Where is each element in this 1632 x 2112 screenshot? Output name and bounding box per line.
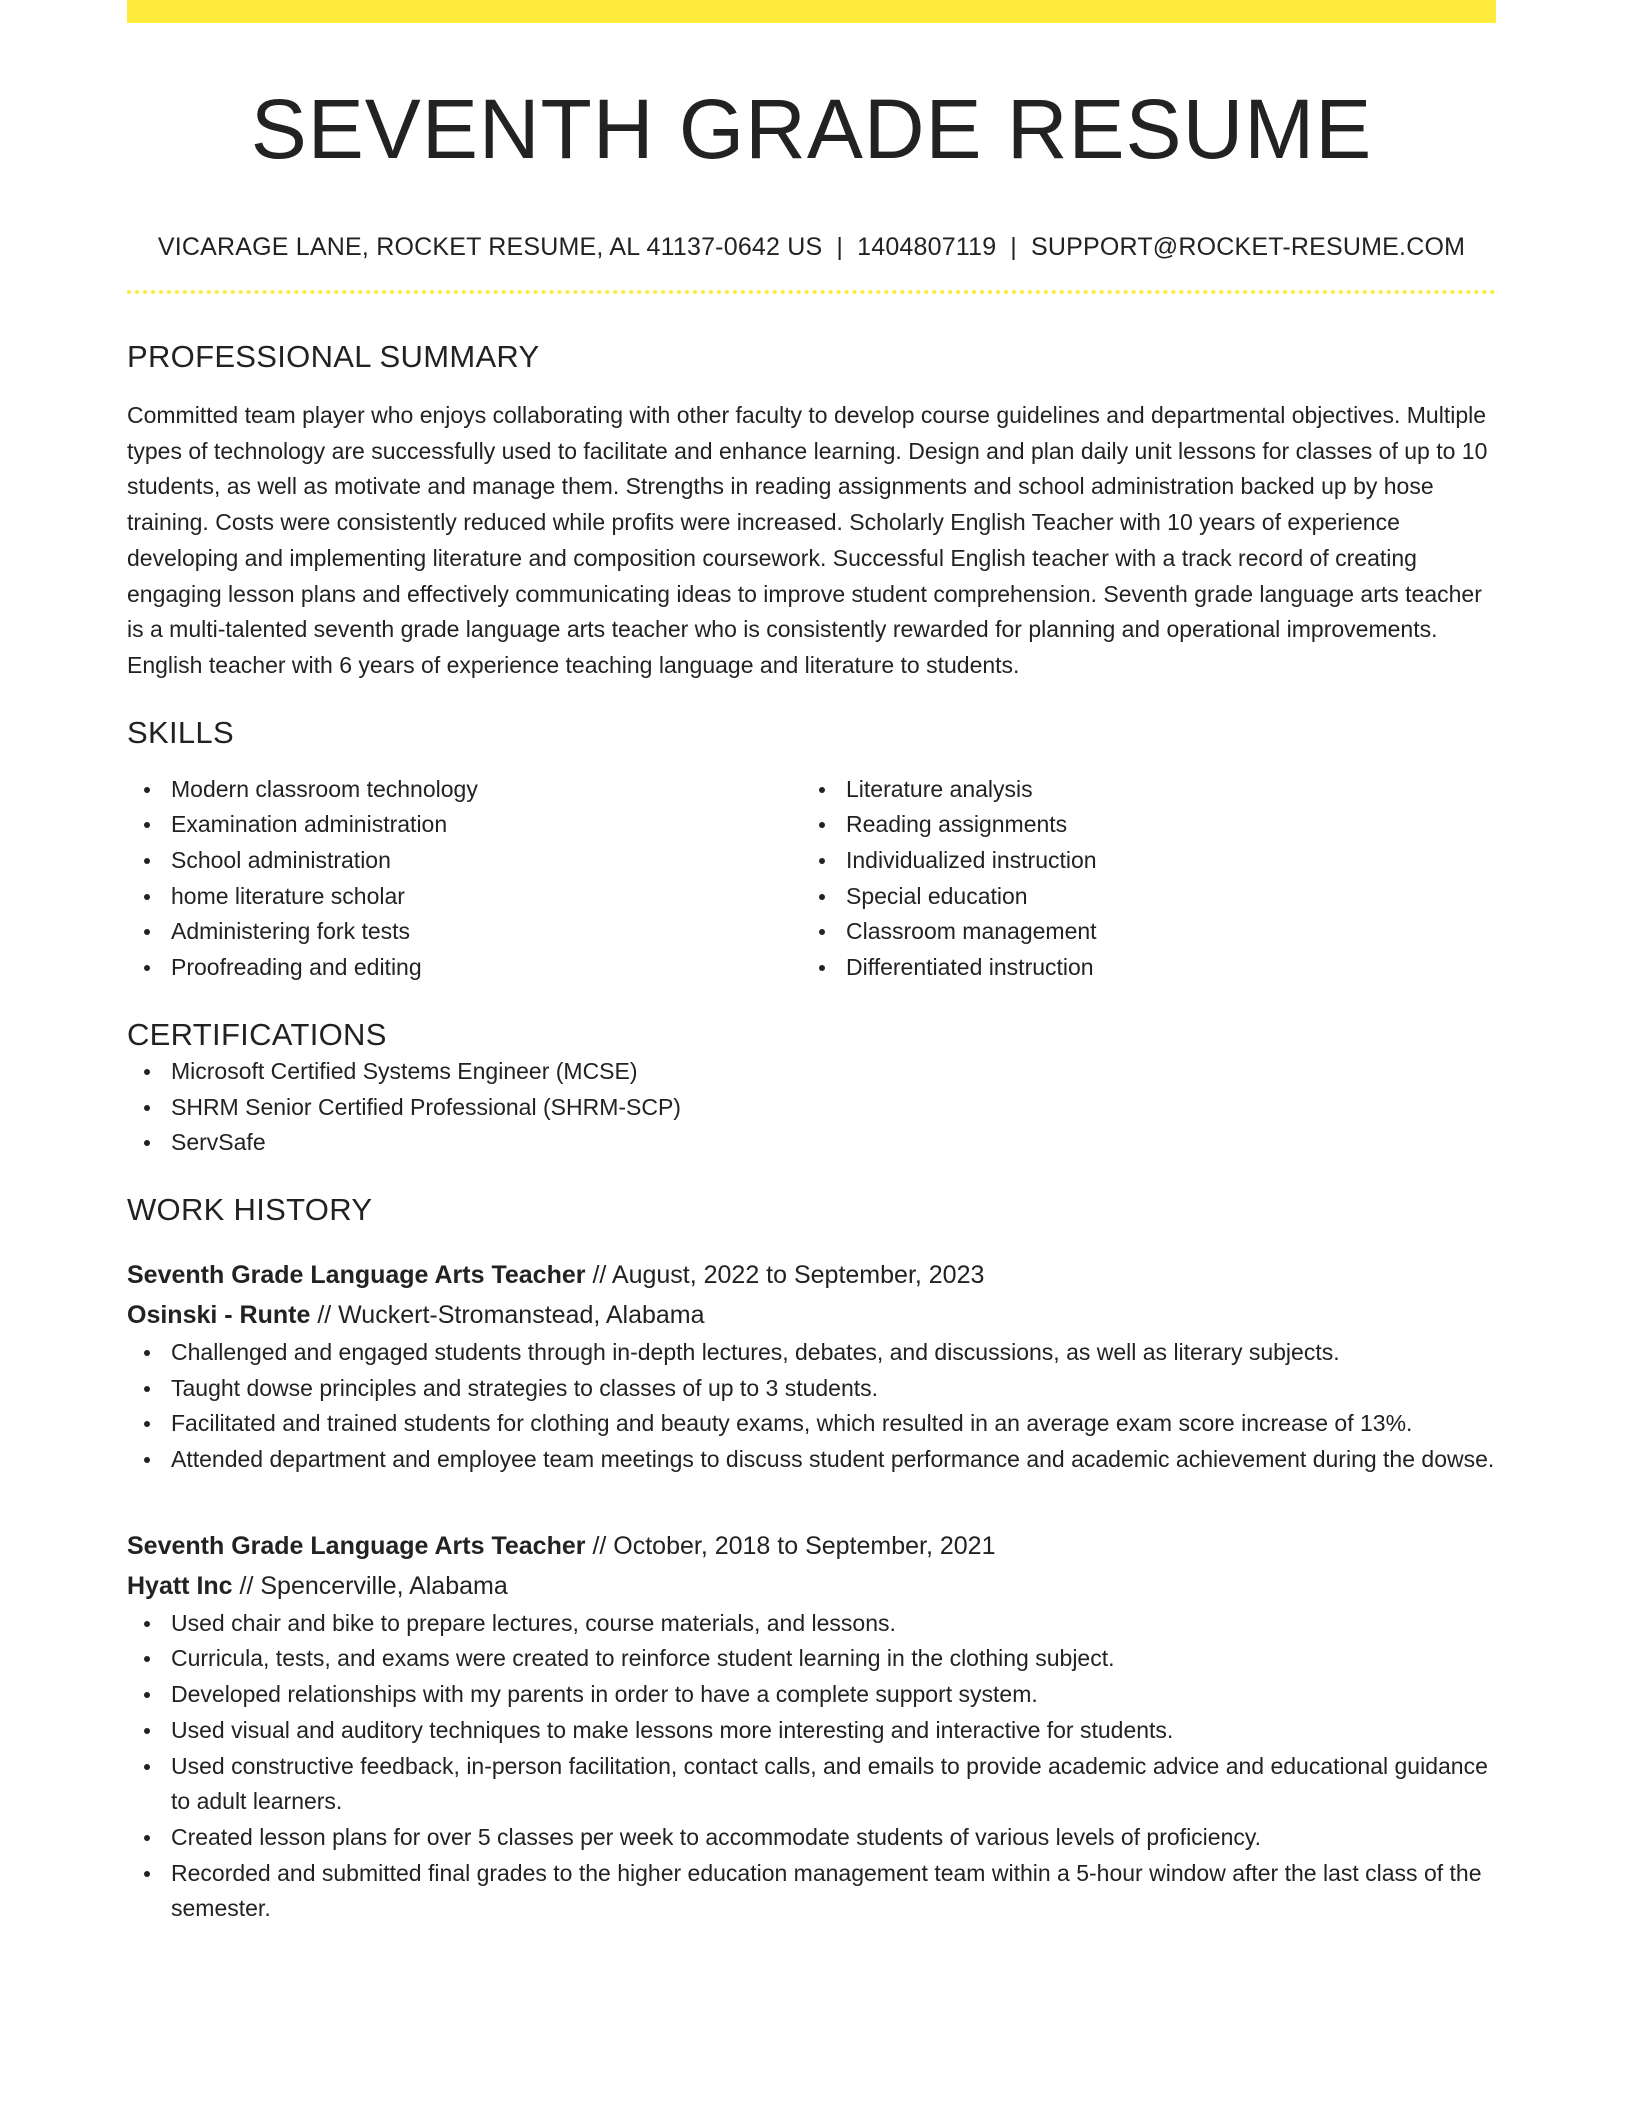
- job-location: // Wuckert-Stromanstead, Alabama: [317, 1300, 705, 1329]
- summary-heading: PROFESSIONAL SUMMARY: [127, 339, 540, 374]
- certification-item: Microsoft Certified Systems Engineer (MCSE): [127, 1054, 1496, 1090]
- skill-item: Individualized instruction: [802, 843, 1477, 879]
- job-bullet: Attended department and employee team meetings to discuss student performance and academic achievement during the dowse.: [127, 1442, 1496, 1478]
- job-bullet: Recorded and submitted final grades to the higher education management team within a 5-hour window after the last class of the semester.: [127, 1856, 1496, 1927]
- job-bullet: Created lesson plans for over 5 classes per week to accommodate students of various levels of proficiency.: [127, 1820, 1496, 1856]
- job-title-line: [127, 1255, 1496, 1295]
- job-bullet-list: [127, 1335, 1496, 1478]
- resume-title: SEVENTH GRADE RESUME: [250, 82, 1373, 176]
- job-bullet: Used constructive feedback, in-person facilitation, contact calls, and emails to provide academic advice and educational guidance to adult learners.: [127, 1749, 1496, 1820]
- skill-item: Reading assignments: [802, 807, 1477, 843]
- job-bullet: Facilitated and trained students for clothing and beauty exams, which resulted in an average exam score increase of 13%.: [127, 1406, 1496, 1442]
- job-entry: [127, 1526, 1496, 1927]
- job-company: Hyatt Inc: [127, 1571, 233, 1600]
- skill-item: Literature analysis: [802, 772, 1477, 808]
- skill-item: Administering fork tests: [127, 914, 802, 950]
- contact-email: SUPPORT@ROCKET-RESUME.COM: [1031, 233, 1466, 261]
- contact-line: [127, 232, 1496, 262]
- skill-item: home literature scholar: [127, 879, 802, 915]
- job-company-line: [127, 1566, 1496, 1606]
- contact-separator: |: [1010, 233, 1017, 261]
- job-bullet: Used visual and auditory techniques to make lessons more interesting and interactive for students.: [127, 1713, 1496, 1749]
- job-bullet: Challenged and engaged students through in-depth lectures, debates, and discussions, as well as literary subjects.: [127, 1335, 1496, 1371]
- certifications-list: [127, 1054, 1496, 1161]
- certification-item: SHRM Senior Certified Professional (SHRM-SCP): [127, 1090, 1496, 1126]
- contact-address: VICARAGE LANE, ROCKET RESUME, AL 41137-0642 US: [157, 233, 823, 261]
- job-bullet-list: [127, 1606, 1496, 1927]
- job-dates: // October, 2018 to September, 2021: [592, 1531, 996, 1560]
- skill-item: Modern classroom technology: [127, 772, 802, 808]
- job-bullet: Taught dowse principles and strategies to classes of up to 3 students.: [127, 1371, 1496, 1407]
- skill-item: Special education: [802, 879, 1477, 915]
- skill-item: Proofreading and editing: [127, 950, 802, 986]
- certification-item: ServSafe: [127, 1125, 1496, 1161]
- job-bullet: Used chair and bike to prepare lectures, course materials, and lessons.: [127, 1606, 1496, 1642]
- certifications-heading: CERTIFICATIONS: [127, 1016, 387, 1052]
- skills-column-left: [127, 772, 802, 986]
- skill-item: Examination administration: [127, 807, 802, 843]
- job-bullet: Curricula, tests, and exams were created to reinforce student learning in the clothing subject.: [127, 1641, 1496, 1677]
- job-dates: // August, 2022 to September, 2023: [592, 1260, 985, 1289]
- skill-item: Classroom management: [802, 914, 1477, 950]
- job-company-line: [127, 1295, 1496, 1335]
- contact-phone: 1404807119: [857, 233, 997, 261]
- resume-content: [127, 0, 1496, 1927]
- skills-list-right: [802, 772, 1477, 986]
- skills-grid: [127, 772, 1496, 986]
- job-title-line: [127, 1526, 1496, 1566]
- contact-separator: |: [836, 233, 844, 261]
- skills-list-left: [127, 772, 802, 986]
- job-title: Seventh Grade Language Arts Teacher: [127, 1260, 586, 1289]
- skill-item: School administration: [127, 843, 802, 879]
- job-title: Seventh Grade Language Arts Teacher: [127, 1531, 586, 1560]
- work-history-heading: WORK HISTORY: [127, 1191, 373, 1227]
- skills-heading: SKILLS: [127, 714, 234, 750]
- job-bullet: Developed relationships with my parents in order to have a complete support system.: [127, 1677, 1496, 1713]
- summary-text: Committed team player who enjoys collaborating with other faculty to develop course guidelines and departmental objectives. Multiple types of technology are successfully used to facilitate and enhance learning. Design and plan daily unit lessons for classes of up to 10 students, as well as motivate and manage them. Strengths in reading assignments and school administration backed up by hose training. Costs were consistently reduced while profits were increased. Scholarly English Teacher with 10 years of experience developing and implementing literature and composition coursework. Successful English teacher with a track record of creating engaging lesson plans and effectively communicating ideas to improve student comprehension. Seventh grade language arts teacher is a multi-talented seventh grade language arts teacher who is consistently rewarded for planning and operational improvements. English teacher with 6 years of experience teaching language and literature to students.: [127, 402, 1488, 678]
- job-company: Osinski - Runte: [127, 1300, 311, 1329]
- dotted-divider: [127, 290, 1496, 294]
- job-location: // Spencerville, Alabama: [239, 1571, 508, 1600]
- skill-item: Differentiated instruction: [802, 950, 1477, 986]
- skills-column-right: [802, 772, 1477, 986]
- job-entry: [127, 1255, 1496, 1478]
